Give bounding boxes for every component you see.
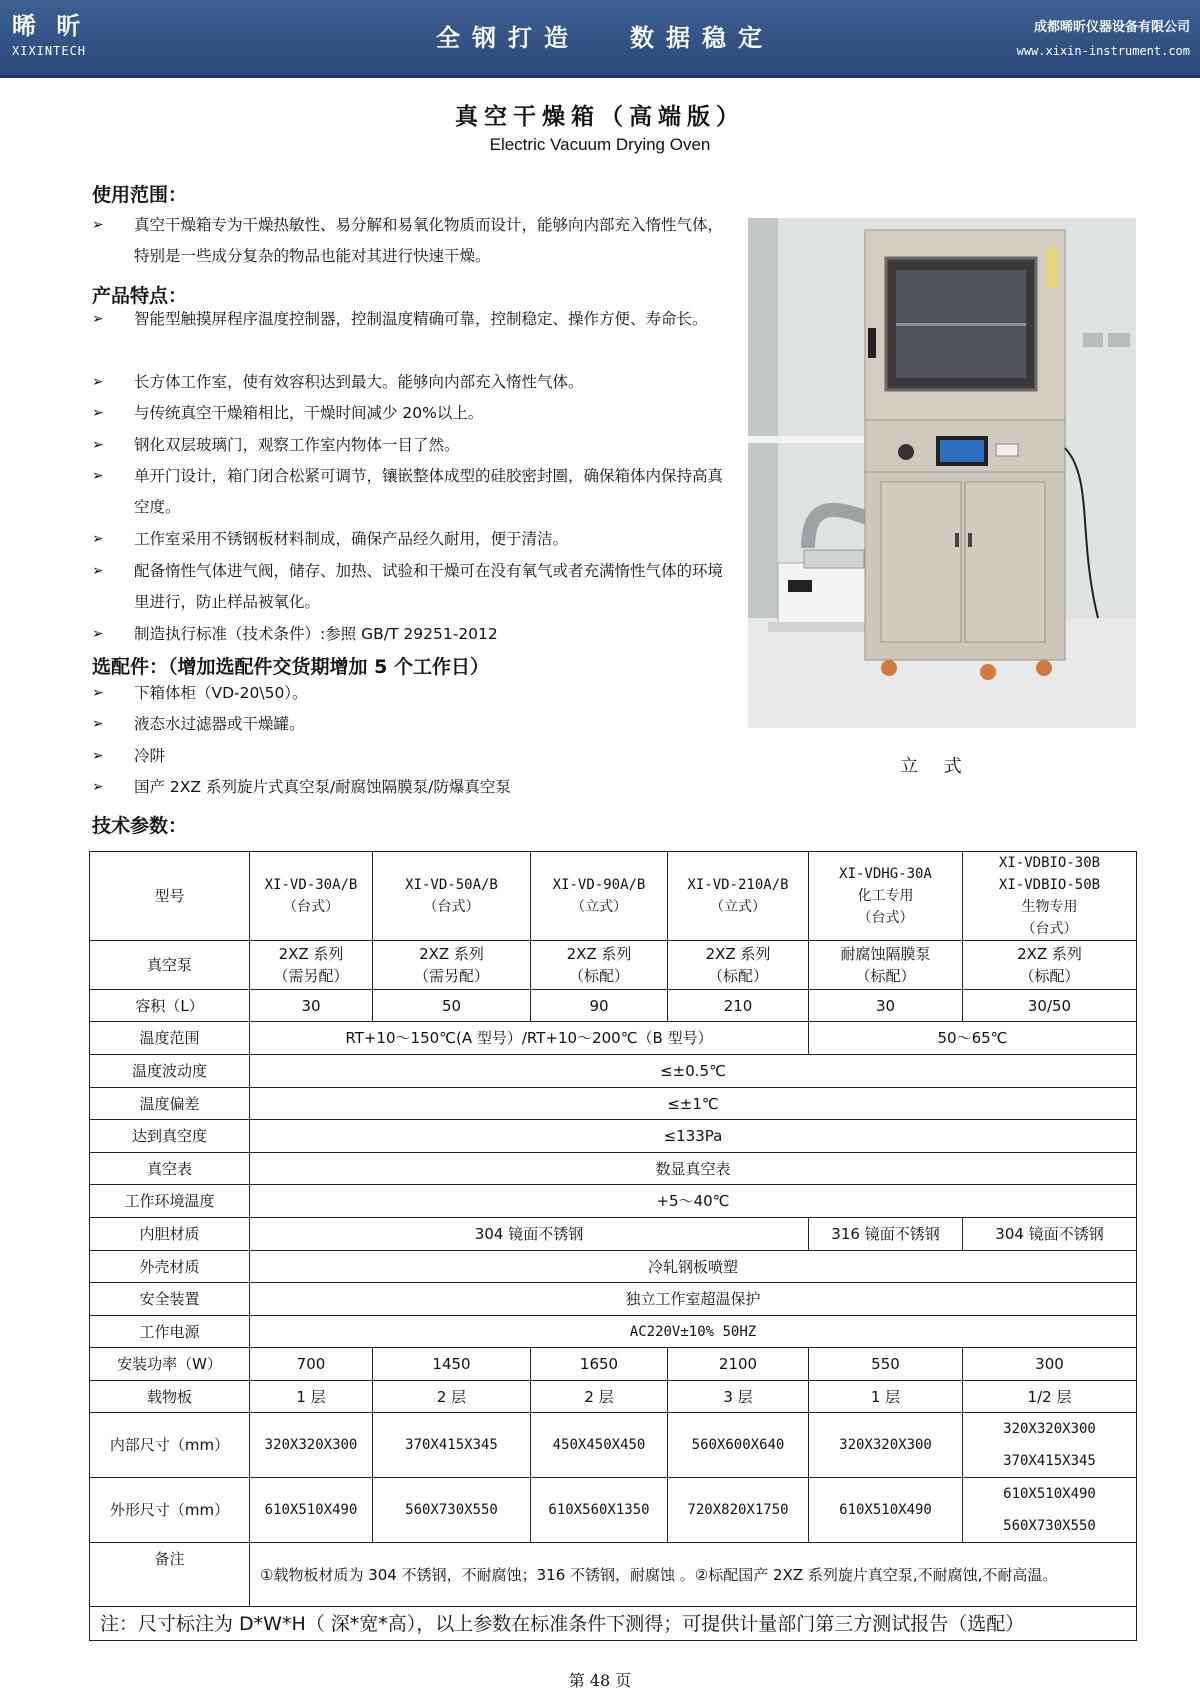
brand-name-en: XIXINTECH: [12, 44, 87, 58]
label-pump: 真空泵: [90, 941, 250, 990]
option-item-text: 液态水过滤器或干燥罐。: [134, 715, 305, 733]
pump-cell: 2XZ 系列 （标配）: [668, 941, 809, 990]
label-model: 型号: [90, 852, 250, 941]
feature-item-text: 单开门设计，箱门闭合松紧可调节，镶嵌整体成型的硅胶密封圈，确保箱体内保持高真空度。: [134, 467, 724, 516]
page-number: 第 48 页: [568, 1671, 632, 1690]
option-item: [92, 741, 732, 772]
label-deviation: 温度偏差: [90, 1088, 250, 1120]
table-row: [90, 1218, 1137, 1251]
brand-name-cn: 晞 昕: [12, 12, 87, 40]
arrow-bullet-icon: ➢: [92, 685, 104, 701]
inner-cell: 370X415X345: [373, 1413, 531, 1478]
feature-item-text: 制造执行标准（技术条件）:参照 GB/T 29251-2012: [134, 625, 498, 643]
model-cell: XI-VD-210A/B （立式）: [668, 852, 809, 941]
shelves-cell: 3 层: [668, 1381, 809, 1413]
arrow-bullet-icon: ➢: [92, 748, 104, 764]
wattage-cell: 300: [963, 1348, 1137, 1381]
label-safety: 安全装置: [90, 1283, 250, 1316]
table-row: [90, 941, 1137, 990]
feature-item-text: 钢化双层玻璃门，观察工作室内物体一目了然。: [134, 436, 460, 454]
feature-item-text: 配备惰性气体进气阀，储存、加热、试验和干燥可在没有氧气或者充满惰性气体的环境里进行，防止样品被氧化。: [134, 562, 724, 611]
inner-cell: 320X320X300: [809, 1413, 963, 1478]
label-env-temp: 工作环境温度: [90, 1185, 250, 1218]
arrow-bullet-icon: ➢: [92, 217, 104, 233]
model-cell: XI-VD-90A/B （立式）: [531, 852, 668, 941]
arrow-bullet-icon: ➢: [92, 468, 104, 484]
arrow-bullet-icon: ➢: [92, 437, 104, 453]
inner-cell: 320X320X300: [250, 1413, 373, 1478]
product-subtitle: Electric Vacuum Drying Oven: [489, 135, 711, 154]
features-heading: 产品特点：: [92, 285, 188, 307]
feature-item-text: 长方体工作室，使有效容积达到最大。能够向内部充入惰性气体。: [134, 373, 584, 391]
feature-item: [92, 430, 732, 461]
label-remark: 备注: [90, 1543, 250, 1607]
safety-value: 独立工作室超温保护: [250, 1283, 1137, 1316]
spec-table: [89, 851, 1137, 1641]
label-inner: 内部尺寸（mm）: [90, 1413, 250, 1478]
table-row: [90, 852, 1137, 941]
outer-cell: 560X730X550: [373, 1478, 531, 1543]
temp-range-main: RT+10～150℃(A 型号）/RT+10～200℃（B 型号）: [250, 1022, 809, 1055]
product-title: 真空干燥箱（高端版）: [455, 104, 745, 130]
table-row: [90, 1283, 1137, 1316]
volume-cell: 50: [373, 990, 531, 1022]
website-link[interactable]: www.xixin-instrument.com: [1016, 44, 1190, 58]
model-cell: XI-VD-50A/B （台式）: [373, 852, 531, 941]
volume-cell: 210: [668, 990, 809, 1022]
option-item-text: 下箱体柜（VD-20\50）。: [134, 684, 308, 702]
usage-item: [92, 210, 732, 272]
feature-item: [92, 524, 732, 555]
shelves-cell: 2 层: [531, 1381, 668, 1413]
arrow-bullet-icon: ➢: [92, 374, 104, 390]
gauge-value: 数显真空表: [250, 1153, 1137, 1185]
label-gauge: 真空表: [90, 1153, 250, 1185]
table-row: [90, 1022, 1137, 1055]
wattage-cell: 700: [250, 1348, 373, 1381]
outer-cell-bio: 610X510X490 560X730X550: [963, 1478, 1137, 1543]
shelves-cell: 1/2 层: [963, 1381, 1137, 1413]
table-row: [90, 1153, 1137, 1185]
option-item-text: 国产 2XZ 系列旋片式真空泵/耐腐蚀隔膜泵/防爆真空泵: [134, 778, 511, 796]
model-cell: XI-VDHG-30A 化工专用 （台式）: [809, 852, 963, 941]
table-row: [90, 990, 1137, 1022]
volume-cell: 30: [250, 990, 373, 1022]
shell-value: 冷轧钢板喷塑: [250, 1251, 1137, 1283]
temp-range-bio: 50～65℃: [809, 1022, 1137, 1055]
label-shelves: 载物板: [90, 1381, 250, 1413]
deviation-value: ≤±1℃: [250, 1088, 1137, 1120]
table-row: [90, 1088, 1137, 1120]
option-item-text: 冷阱: [134, 747, 166, 765]
table-row: [90, 1251, 1137, 1283]
feature-item: [92, 398, 732, 429]
volume-cell: 90: [531, 990, 668, 1022]
feature-item: [92, 619, 732, 650]
env-temp-value: +5～40℃: [250, 1185, 1137, 1218]
pump-cell: 2XZ 系列 （标配）: [963, 941, 1137, 990]
wattage-cell: 1650: [531, 1348, 668, 1381]
arrow-bullet-icon: ➢: [92, 405, 104, 421]
pump-cell: 耐腐蚀隔膜泵 （标配）: [809, 941, 963, 990]
feature-item-text: 智能型触摸屏程序温度控制器，控制温度精确可靠，控制稳定、操作方便、寿命长。: [134, 310, 708, 328]
shelves-cell: 2 层: [373, 1381, 531, 1413]
arrow-bullet-icon: ➢: [92, 311, 104, 327]
table-row: [90, 1413, 1137, 1478]
page-header: [0, 0, 1200, 78]
label-temp-range: 温度范围: [90, 1022, 250, 1055]
wattage-cell: 550: [809, 1348, 963, 1381]
outer-cell: 610X510X490: [809, 1478, 963, 1543]
wattage-cell: 1450: [373, 1348, 531, 1381]
arrow-bullet-icon: ➢: [92, 626, 104, 642]
table-row: [90, 1120, 1137, 1153]
usage-heading: 使用范围：: [92, 184, 188, 206]
liner-bio: 304 镜面不锈钢: [963, 1218, 1137, 1251]
volume-cell: 30/50: [963, 990, 1137, 1022]
feature-item-text: 工作室采用不锈钢板材料制成，确保产品经久耐用，便于清洁。: [134, 530, 569, 548]
inner-cell-bio: 320X320X300 370X415X345: [963, 1413, 1137, 1478]
power-value: AC220V±10% 50HZ: [250, 1316, 1137, 1348]
pump-cell: 2XZ 系列 （标配）: [531, 941, 668, 990]
table-row: [90, 1607, 1137, 1641]
table-row: [90, 1055, 1137, 1088]
slogan-right: 数据稳定: [630, 24, 774, 52]
spec-note: 注：尺寸标注为 D*W*H（ 深*宽*高），以上参数在标准条件下测得；可提供计量部门第三方测试报告（选配）: [90, 1607, 1137, 1641]
label-volume: 容积（L）: [90, 990, 250, 1022]
pump-cell: 2XZ 系列 （需另配）: [250, 941, 373, 990]
volume-cell: 30: [809, 990, 963, 1022]
usage-item-text: 真空干燥箱专为干燥热敏性、易分解和易氧化物质而设计，能够向内部充入惰性气体，特别是一些成分复杂的物品也能对其进行快速干燥。: [134, 216, 724, 265]
arrow-bullet-icon: ➢: [92, 716, 104, 732]
photo-caption: 立 式: [900, 756, 972, 777]
vacuum-oven-illustration: [748, 218, 1136, 728]
liner-chem: 316 镜面不锈钢: [809, 1218, 963, 1251]
inner-cell: 560X600X640: [668, 1413, 809, 1478]
label-outer: 外形尺寸（mm）: [90, 1478, 250, 1543]
liner-main: 304 镜面不锈钢: [250, 1218, 809, 1251]
product-photo: [748, 218, 1136, 728]
wattage-cell: 2100: [668, 1348, 809, 1381]
option-item: [92, 772, 732, 803]
arrow-bullet-icon: ➢: [92, 779, 104, 795]
pump-cell: 2XZ 系列 （需另配）: [373, 941, 531, 990]
table-row: [90, 1478, 1137, 1543]
fluctuation-value: ≤±0.5℃: [250, 1055, 1137, 1088]
feature-item-text: 与传统真空干燥箱相比，干燥时间减少 20%以上。: [134, 404, 484, 422]
feature-item: [92, 304, 732, 335]
specs-heading: 技术参数：: [92, 815, 188, 837]
label-power: 工作电源: [90, 1316, 250, 1348]
label-fluctuation: 温度波动度: [90, 1055, 250, 1088]
label-wattage: 安装功率（W）: [90, 1348, 250, 1381]
feature-item: [92, 461, 732, 523]
outer-cell: 720X820X1750: [668, 1478, 809, 1543]
model-cell: XI-VD-30A/B （台式）: [250, 852, 373, 941]
vacuum-value: ≤133Pa: [250, 1120, 1137, 1153]
model-cell: XI-VDBIO-30B XI-VDBIO-50B 生物专用 （台式）: [963, 852, 1137, 941]
shelves-cell: 1 层: [809, 1381, 963, 1413]
table-row: [90, 1316, 1137, 1348]
label-liner: 内胆材质: [90, 1218, 250, 1251]
option-item: [92, 678, 732, 709]
table-row: [90, 1348, 1137, 1381]
shelves-cell: 1 层: [250, 1381, 373, 1413]
option-item: [92, 709, 732, 740]
feature-item: [92, 556, 732, 618]
table-row: [90, 1185, 1137, 1218]
table-row: [90, 1543, 1137, 1607]
feature-item: [92, 367, 732, 398]
outer-cell: 610X560X1350: [531, 1478, 668, 1543]
arrow-bullet-icon: ➢: [92, 531, 104, 547]
inner-cell: 450X450X450: [531, 1413, 668, 1478]
company-name: 成都晞昕仪器设备有限公司: [1033, 20, 1190, 35]
table-row: [90, 1381, 1137, 1413]
arrow-bullet-icon: ➢: [92, 563, 104, 579]
outer-cell: 610X510X490: [250, 1478, 373, 1543]
options-heading: 选配件：（增加选配件交货期增加 5 个工作日）: [92, 656, 489, 678]
label-shell: 外壳材质: [90, 1251, 250, 1283]
label-vacuum: 达到真空度: [90, 1120, 250, 1153]
slogan-left: 全钢打造: [436, 24, 580, 52]
remark-value: ①载物板材质为 304 不锈钢，不耐腐蚀；316 不锈钢，耐腐蚀 。②标配国产 2XZ 系列旋片真空泵,不耐腐蚀,不耐高温。: [250, 1543, 1137, 1607]
